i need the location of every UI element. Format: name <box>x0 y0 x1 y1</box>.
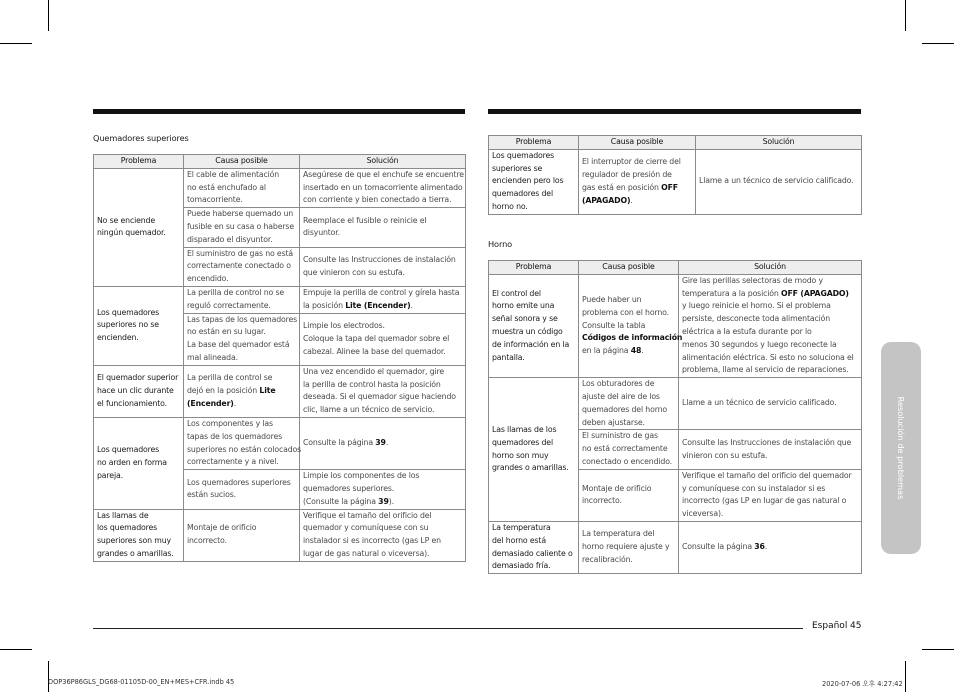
cell-line: quemadores del horno <box>582 404 668 414</box>
cell-line: El cable de alimentación <box>187 169 280 179</box>
cell-line: encienden pero los <box>492 176 564 186</box>
crop-mark-top-left-v <box>48 0 49 31</box>
left-column-rule <box>93 109 465 114</box>
cell-line: quemadores del <box>492 189 553 199</box>
table-row <box>489 149 862 214</box>
cell-line: Llame a un técnico de servicio calificado. <box>682 398 837 408</box>
cause-cell <box>184 509 300 561</box>
solution-cell <box>300 365 466 417</box>
cell-line: Consulte la página 39. <box>303 438 389 448</box>
cell-line: encendido. <box>187 274 229 284</box>
cell-line: alimentación eléctrica. Si esto no soluciona el <box>682 352 854 362</box>
cell-line: Coloque la tapa del quemador sobre el <box>303 333 450 343</box>
cell-line: Llame a un técnico de servicio calificado. <box>699 176 854 186</box>
crop-mark-bottom-right-v <box>905 661 906 692</box>
cell-line: Los componentes y las <box>187 418 273 428</box>
cell-line: grandes o amarillas. <box>97 548 174 558</box>
cell-line: problema con el horno. <box>582 307 669 317</box>
cell-line: dejó en la posición Lite <box>187 385 276 395</box>
solution-cell <box>300 509 466 561</box>
cell-line: Puede haberse quemado un <box>187 209 294 219</box>
solution-cell <box>679 378 862 430</box>
cell-line: Limpie los componentes de los <box>303 471 420 481</box>
cell-line: que vinieron con su estufa. <box>303 267 405 277</box>
table-header-row <box>489 261 862 275</box>
right-column-rule <box>488 109 861 114</box>
cell-line: en la página 48. <box>582 346 644 356</box>
cell-line: no está enchufado al <box>187 182 266 192</box>
cell-line: El interruptor de cierre del <box>582 157 681 167</box>
solution-cell <box>679 521 862 573</box>
cell-line: grandes o amarillas. <box>492 463 569 473</box>
crop-mark-top-right-v <box>905 0 906 31</box>
problem-cell <box>489 378 579 522</box>
header-problema: Problema <box>94 155 184 169</box>
cell-line: La base del quemador está <box>187 340 290 350</box>
cell-line: Verifique el tamaño del orificio del quemador <box>682 470 852 480</box>
cell-line: de información en la <box>492 339 570 349</box>
cell-line: temperatura a la posición OFF (APAGADO) <box>682 288 849 298</box>
header-solucion: Solución <box>679 261 862 275</box>
crop-mark-bottom-right-h <box>922 649 954 650</box>
cell-line: demasiado caliente o <box>492 548 573 558</box>
header-solucion: Solución <box>696 136 862 150</box>
cell-line: la perilla de control hasta la posición <box>303 379 441 389</box>
cell-line: no arden en forma <box>97 457 167 467</box>
cell-line: quemador y comuníquese con su <box>303 523 429 533</box>
cause-cell <box>184 208 300 247</box>
table-header-row <box>94 155 466 169</box>
table-row <box>94 365 466 417</box>
table-row <box>94 168 466 207</box>
cell-line: instalador si es incorrecto (gas LP en <box>303 536 441 546</box>
solution-cell <box>300 286 466 313</box>
cell-line: regulador de presión de <box>582 169 672 179</box>
cell-line: menos 30 segundos y luego reconecte la <box>682 339 837 349</box>
cell-line: hace un clic durante <box>97 385 174 395</box>
solution-cell <box>679 469 862 521</box>
cell-line: no están en su lugar. <box>187 327 266 337</box>
cell-line: horno emite una <box>492 301 555 311</box>
table-header-row <box>489 136 862 150</box>
cell-line: ningún quemador. <box>97 228 166 238</box>
cell-line: Una vez encendido el quemador, gire <box>303 366 445 376</box>
crop-mark-bottom-left-v <box>48 661 49 692</box>
problem-cell <box>489 149 579 214</box>
cell-line: quemadores del <box>492 437 553 447</box>
cell-line: viceversa). <box>682 509 724 519</box>
cell-line: eléctrica a la estufa durante por lo <box>682 326 812 336</box>
cell-line: y luego reinicie el horno. Si el problema <box>682 301 831 311</box>
crop-mark-bottom-left-h <box>0 649 32 650</box>
cell-line: con corriente y bien conectado a tierra. <box>303 195 452 205</box>
cell-line: Montaje de orificio <box>187 523 257 533</box>
crop-mark-top-left-h <box>0 43 32 44</box>
table-row <box>489 521 862 573</box>
cell-line: Consulte la página 36. <box>682 542 768 552</box>
cell-line: están sucios. <box>187 490 236 500</box>
cause-cell <box>579 469 679 521</box>
cell-line: disparado el disyuntor. <box>187 234 273 244</box>
cell-line: superiores son muy <box>97 536 171 546</box>
cell-line: Reemplace el fusible o reinicie el <box>303 215 427 225</box>
cell-line: demasiado fría. <box>492 561 551 571</box>
cell-line: horno son muy <box>492 450 549 460</box>
cell-line: conectado o encendido. <box>582 456 673 466</box>
cell-line: lugar de gas natural o viceversa). <box>303 548 430 558</box>
side-tab-label: Resolución de problemas <box>896 396 906 500</box>
header-problema: Problema <box>489 261 579 275</box>
problem-cell <box>489 521 579 573</box>
solution-cell <box>300 313 466 365</box>
footer-language: Español <box>812 621 848 631</box>
cell-line: recalibración. <box>582 554 633 564</box>
cell-line: quemadores superiores. <box>303 483 395 493</box>
cause-cell <box>184 313 300 365</box>
cell-line: incorrecto (gas LP en lugar de gas natural o <box>682 496 847 506</box>
cell-line: (Encender). <box>187 398 237 408</box>
cell-line: pantalla. <box>492 352 525 362</box>
cell-line: superiores no se <box>97 320 159 330</box>
cell-line: gas está en posición OFF <box>582 182 678 192</box>
cell-line: problema, llame al servicio de reparaciones. <box>682 365 849 375</box>
cell-line: El quemador superior <box>97 373 179 383</box>
cause-cell <box>579 521 679 573</box>
print-slug-file: DOP36P86GLS_DG68-01105D-00_EN+MES+CFR.indb 45 <box>48 678 235 686</box>
cell-line: (Consulte la página 39). <box>303 496 394 506</box>
cause-cell <box>184 247 300 286</box>
solution-cell <box>300 417 466 469</box>
cell-line: La perilla de control no se <box>187 287 285 297</box>
cell-line: horno no. <box>492 201 528 211</box>
problem-cell <box>489 274 579 377</box>
cell-line: insertado en un tomacorriente alimentado <box>303 182 463 192</box>
cell-line: del horno está <box>492 535 546 545</box>
problem-cell <box>94 509 184 561</box>
cell-line: ajuste del aire de los <box>582 391 660 401</box>
section-title-horno: Horno <box>488 239 513 249</box>
table-row <box>94 286 466 313</box>
cell-line: el funcionamiento. <box>97 398 167 408</box>
table-row <box>489 274 862 377</box>
table-quemadores-horno <box>488 135 862 215</box>
problem-cell <box>94 417 184 509</box>
header-causa: Causa posible <box>579 261 679 275</box>
solution-cell <box>679 430 862 469</box>
solution-cell <box>300 247 466 286</box>
cell-line: superiores no están colocados <box>187 444 302 454</box>
header-causa: Causa posible <box>184 155 300 169</box>
cell-line: Limpie los electrodos. <box>303 320 385 330</box>
cell-line: tapas de los quemadores <box>187 431 283 441</box>
cell-line: encienden. <box>97 333 139 343</box>
cell-line: Empuje la perilla de control y gírela hasta <box>303 287 460 297</box>
table-row <box>94 417 466 469</box>
cause-cell <box>184 365 300 417</box>
cause-cell <box>579 430 679 469</box>
header-problema: Problema <box>489 136 579 150</box>
cell-line: reguló correctamente. <box>187 300 271 310</box>
page-number: 45 <box>850 621 862 631</box>
cell-line: Consulte la tabla <box>582 320 646 330</box>
cause-cell <box>579 149 696 214</box>
cell-line: los quemadores <box>97 523 158 533</box>
cell-line: La temperatura del <box>582 529 655 539</box>
cell-line: tomacorriente. <box>187 195 243 205</box>
cell-line: deben ajustarse. <box>582 417 645 427</box>
footer-rule <box>93 628 803 629</box>
cell-line: Puede haber un <box>582 294 642 304</box>
solution-cell <box>696 149 862 214</box>
problem-cell <box>94 168 184 286</box>
cell-line: incorrecto. <box>582 496 622 506</box>
cell-line: correctamente conectado o <box>187 261 291 271</box>
cell-line: fusible en su casa o haberse <box>187 221 294 231</box>
cell-line: Las llamas de los <box>492 424 557 434</box>
cause-cell <box>184 168 300 207</box>
cell-line: El suministro de gas no está <box>187 248 294 258</box>
problem-cell <box>94 365 184 417</box>
cell-line: Códigos de información <box>582 333 683 343</box>
table-row <box>489 378 862 430</box>
cell-line: vinieron con su estufa. <box>682 450 768 460</box>
cell-line: pareja. <box>97 470 123 480</box>
print-slug-date: 2020-07-06 오후 4:27:42 <box>822 680 903 688</box>
table-quemadores-superiores <box>93 154 466 562</box>
cell-line: cabezal. Alinee la base del quemador. <box>303 346 446 356</box>
cell-line: Los quemadores superiores <box>187 477 291 487</box>
side-tab-resolucion[interactable] <box>881 342 921 554</box>
cause-cell <box>579 274 683 377</box>
solution-cell <box>300 208 466 247</box>
problem-cell <box>94 286 184 365</box>
cell-line: La perilla de control se <box>187 373 273 383</box>
header-causa: Causa posible <box>579 136 696 150</box>
cell-line: persiste, desconecte toda alimentación <box>682 314 831 324</box>
cell-line: mal alineada. <box>187 352 238 362</box>
cell-line: clic, llame a un técnico de servicio. <box>303 405 435 415</box>
cell-line: muestra un código <box>492 326 563 336</box>
cell-line: deseada. Si el quemador sigue haciendo <box>303 392 456 402</box>
cell-line: y comuníquese con su instalador si es <box>682 483 826 493</box>
cell-line: no está correctamente <box>582 444 668 454</box>
cell-line: Montaje de orificio <box>582 483 652 493</box>
cell-line: señal sonora y se <box>492 314 558 324</box>
cell-line: El suministro de gas <box>582 431 658 441</box>
cell-line: (APAGADO). <box>582 195 633 205</box>
cell-line: El control del <box>492 288 541 298</box>
crop-mark-top-right-h <box>922 43 954 44</box>
cell-line: la posición Lite (Encender). <box>303 300 413 310</box>
cause-cell <box>184 286 300 313</box>
cell-line: disyuntor. <box>303 228 340 238</box>
cell-line: La temperatura <box>492 522 551 532</box>
cell-line: No se enciende <box>97 215 155 225</box>
cause-cell <box>184 470 300 509</box>
solution-cell <box>300 470 466 509</box>
header-solucion: Solución <box>300 155 466 169</box>
cell-line: Los quemadores <box>97 445 160 455</box>
cell-line: Asegúrese de que el enchufe se encuentre <box>303 169 464 179</box>
cell-line: incorrecto. <box>187 536 227 546</box>
table-horno <box>488 260 862 574</box>
cell-line: Los quemadores <box>97 307 160 317</box>
cell-line: Las tapas de los quemadores <box>187 314 298 324</box>
table-row <box>94 509 466 561</box>
solution-cell <box>300 168 466 207</box>
solution-cell <box>679 274 862 377</box>
cause-cell <box>579 378 679 430</box>
cell-line: Las llamas de <box>97 510 149 520</box>
cell-line: Verifique el tamaño del orificio del <box>303 510 432 520</box>
cell-line: superiores se <box>492 163 543 173</box>
cell-line: Los obturadores de <box>582 379 655 389</box>
cell-line: Gire las perillas selectoras de modo y <box>682 275 823 285</box>
cell-line: Consulte las Instrucciones de instalación que <box>682 437 852 447</box>
cause-cell <box>184 417 300 469</box>
cell-line: Los quemadores <box>492 150 555 160</box>
cell-line: Consulte las Instrucciones de instalación <box>303 254 456 264</box>
cell-line: horno requiere ajuste y <box>582 542 670 552</box>
section-title-quemadores: Quemadores superiores <box>93 133 189 143</box>
cell-line: correctamente y a nivel. <box>187 457 279 467</box>
